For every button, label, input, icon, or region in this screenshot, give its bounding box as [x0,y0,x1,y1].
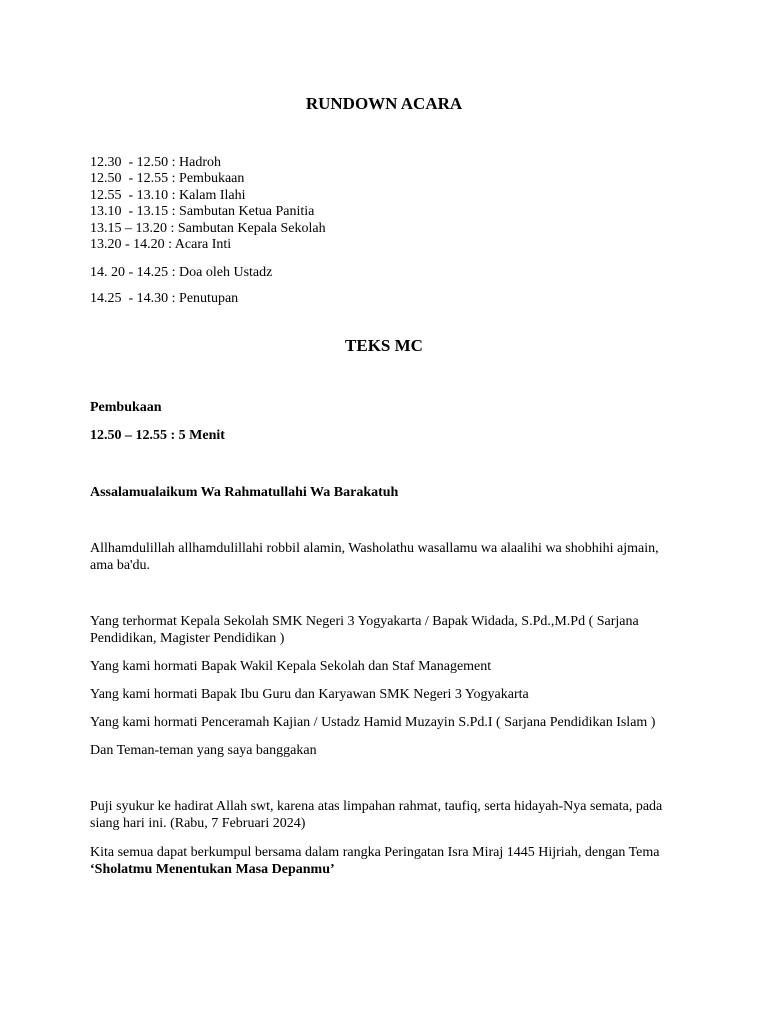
respect-paragraph: Yang terhormat Kepala Sekolah SMK Negeri 3 Yogyakarta / Bapak Widada, S.Pd.,M.Pd ( Sarjana Pendidikan, Magister Pendidikan ) [90,614,639,646]
schedule-item: 14. 20 - 14.25 : Doa oleh Ustadz [90,265,273,280]
theme-text: ‘Sholatmu Menentukan Masa Depanmu’ [90,862,335,877]
schedule-item: 13.20 - 14.20 : Acara Inti [90,237,232,253]
respect-paragraph: Yang kami hormati Bapak Wakil Kepala Sekolah dan Staf Management [90,659,492,674]
schedule-item: 13.15 – 13.20 : Sambutan Kepala Sekolah [90,220,326,236]
rundown-title: RUNDOWN ACARA [305,94,463,113]
schedule-item: 12.55 - 13.10 : Kalam Ilahi [90,187,246,203]
opening-paragraph: Allhamdulillah allhamdulillahi robbil alamin, Washolathu wasallamu wa alaalihi wa shobhihi ajmain, ama ba'du. [90,541,659,573]
section-heading: Pembukaan [90,400,162,415]
gathering-paragraph: Kita semua dapat berkumpul bersama dalam rangka Peringatan Isra Miraj 1445 Hijriah, dengan Tema [90,845,660,860]
section-duration: 12.50 – 12.55 : 5 Menit [90,428,225,443]
schedule-item: 12.30 - 12.50 : Hadroh [90,155,222,170]
schedule-item: 13.10 - 13.15 : Sambutan Ketua Panitia [90,204,315,220]
mc-title: TEKS MC [345,336,423,355]
rundown-schedule [90,155,326,253]
greeting: Assalamualaikum Wa Rahmatullahi Wa Barakatuh [90,485,399,500]
respect-paragraph: Yang kami hormati Bapak Ibu Guru dan Karyawan SMK Negeri 3 Yogyakarta [90,687,529,702]
schedule-item: 14.25 - 14.30 : Penutupan [90,291,239,306]
gratitude-paragraph: Puji syukur ke hadirat Allah swt, karena atas limpahan rahmat, taufiq, serta hidayah-Nya semata, pada siang hari ini. (Rabu, 7 Februari 2024) [90,799,663,831]
respect-paragraph: Yang kami hormati Penceramah Kajian / Ustadz Hamid Muzayin S.Pd.I ( Sarjana Pendidikan Islam ) [90,715,656,730]
schedule-item: 12.50 - 12.55 : Pembukaan [90,171,245,187]
respect-paragraph: Dan Teman-teman yang saya banggakan [90,743,317,758]
